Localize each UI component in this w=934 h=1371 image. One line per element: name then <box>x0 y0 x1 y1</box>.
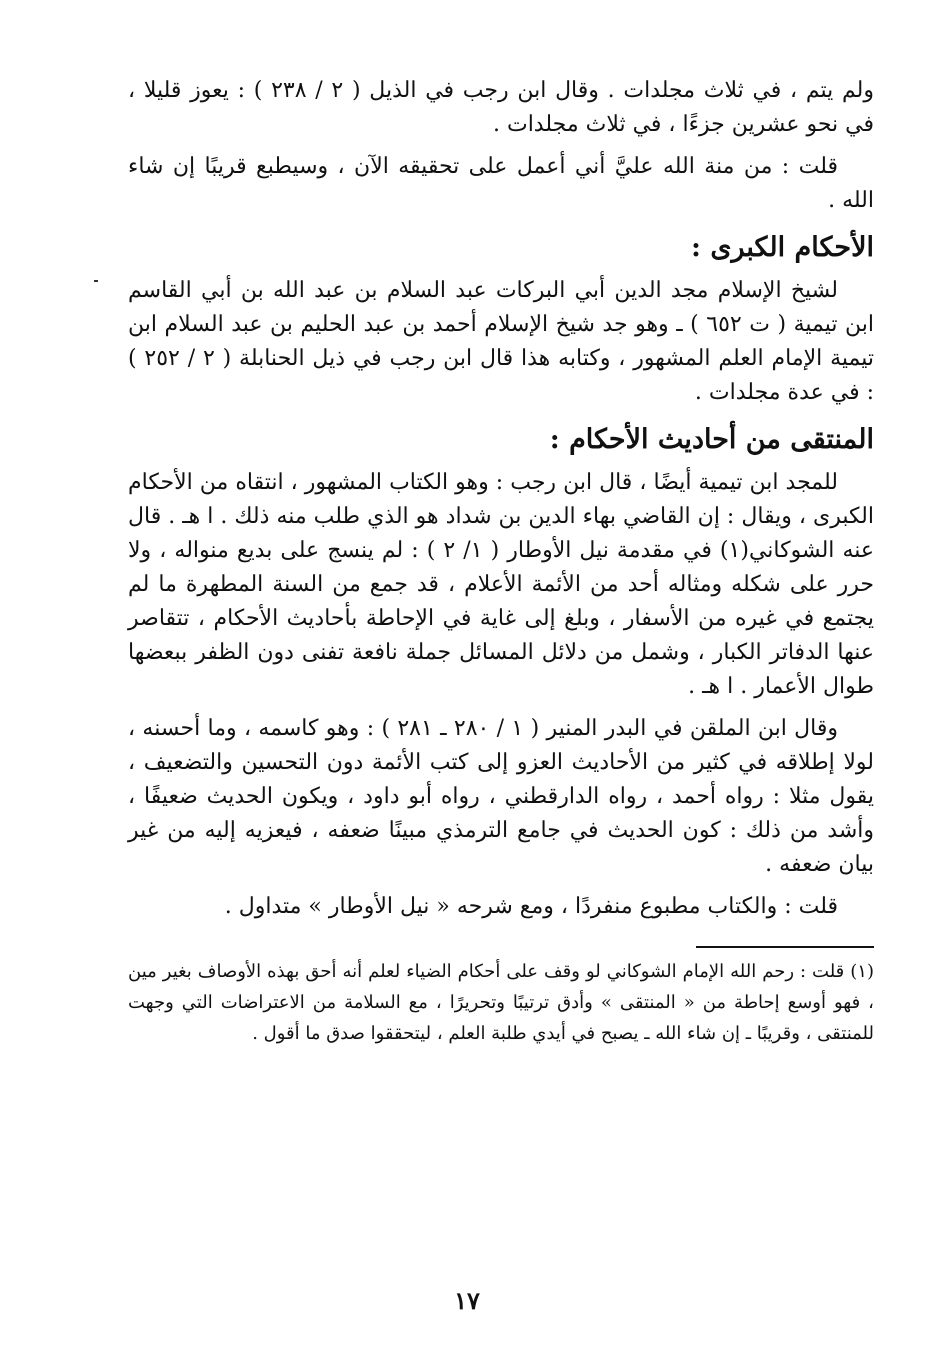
paragraph-5: وقال ابن الملقن في البدر المنير ( ١ / ٢٨٠ ـ ٢٨١ ) : وهو كاسمه ، وما أحسنه ، لولا إطلاقه في كثير من الأحاديث العزو إلى كتب الأئمة دون التحسين والتضعيف ، يقول مثلا : رواه أحمد ، رواه الدارقطني ، رواه أبو داود ، ويكون الحديث ضعيفًا ، وأشد من ذلك : كون الحديث في جامع الترمذي مبينًا ضعفه ، فيعزيه إليه من غير بيان ضعفه . <box>128 716 874 877</box>
footnote-divider <box>696 946 874 948</box>
spacer <box>128 882 874 890</box>
spacer <box>128 142 874 150</box>
page-number: ١٧ <box>454 1286 480 1315</box>
paragraph-4: للمجد ابن تيمية أيضًا ، قال ابن رجب : وهو الكتاب المشهور ، انتقاه من الأحكام الكبرى ، ويقال : إن القاضي بهاء الدين بن شداد هو الذي طلب منه ذلك . ا هـ . قال عنه الشوكاني(١) في مقدمة نيل الأوطار ( ١/ ٢ ) : لم ينسج على بديع منواله ، ولا حرر على شكله ومثاله أحد من الأئمة الأعلام ، قد جمع من السنة المطهرة ما لم يجتمع في غيره من الأسفار ، وبلغ إلى غاية في الإحاطة بأحاديث الأحكام ، تتقاصر عنها الدفاتر الكبار ، وشمل من دلائل المسائل جملة نافعة تفنى دون الظفر ببعضها طوال الأعمار . ا هـ . <box>128 470 875 699</box>
footnote-1: (١) قلت : رحم الله الإمام الشوكاني لو وقف على أحكام الضياء لعلم أنه أحق بهذه الأوصاف بغير مين ، فهو أوسع إحاطة من « المنتقى » وأدق ترتيبًا وتحريرًا ، مع السلامة من الاعتراضات التي وجهت للمنتقى ، وقريبًا ـ إن شاء الله ـ يصبح في أيدي طلبة العلم ، ليتحققوا صدق ما أقول . <box>128 961 874 1044</box>
paragraph-6: قلت : والكتاب مطبوع منفردًا ، ومع شرحه « نيل الأوطار » متداول . <box>224 894 838 919</box>
paragraph-1: ولم يتم ، في ثلاث مجلدات . وقال ابن رجب في الذيل ( ٢ / ٢٣٨ ) : يعوز قليلا ، في نحو عشرين جزءًا ، في ثلاث مجلدات . <box>128 78 874 137</box>
spacer <box>128 704 874 712</box>
heading-al-muntaqa: المنتقى من أحاديث الأحكام : <box>549 424 874 455</box>
paragraph-3: لشيخ الإسلام مجد الدين أبي البركات عبد السلام بن عبد الله بن أبي القاسم ابن تيمية ( ت ٦٥٢ ) ـ وهو جد شيخ الإسلام أحمد بن عبد الحليم بن عبد السلام ابن تيمية الإمام العلم المشهور ، وكتابه هذا قال ابن رجب في ذيل الحنابلة ( ٢ / ٢٥٢ ) : في عدة مجلدات . <box>128 278 875 405</box>
scan-speck <box>94 280 98 282</box>
paragraph-2: قلت : من منة الله عليَّ أني أعمل على تحقيقه الآن ، وسيطبع قريبًا إن شاء الله . <box>128 154 874 213</box>
heading-al-ahkam-al-kubra: الأحكام الكبرى : <box>690 232 874 263</box>
page-body <box>128 74 874 1364</box>
